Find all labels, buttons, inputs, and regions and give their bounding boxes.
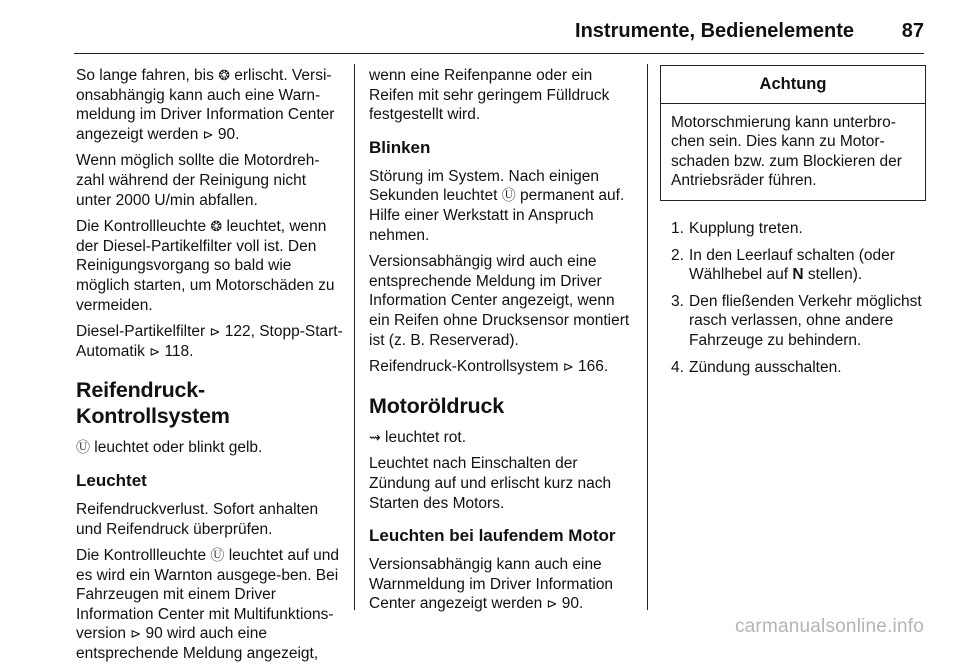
- diesel-filter-icon: ❂: [218, 67, 230, 83]
- paragraph: ⇝ leuchtet rot.: [369, 428, 467, 446]
- column-divider-1: [354, 64, 355, 610]
- warning-title: Achtung: [661, 66, 925, 104]
- steps-list: [660, 219, 926, 377]
- page-reference-icon: ⊳: [209, 324, 221, 340]
- paragraph: Wenn möglich sollte die Motordreh-zahl während der Reinigung nicht unter 2000 U/min abfallen.: [76, 152, 320, 209]
- page-reference-icon: ⊳: [562, 359, 574, 375]
- paragraph: Reifendruckverlust. Sofort anhalten und Reifendruck überprüfen.: [76, 500, 319, 538]
- page-reference-icon: ⊳: [149, 343, 161, 359]
- paragraph: Die Kontrollleuchte Ⓤ leuchtet auf und es wird ein Warnton ausgege-ben. Bei Fahrzeugen mit einem Driver Information Center mit Multifunktions-version ⊳ 90 wird auch eine entsprechende Meldung angezeigt,: [76, 547, 340, 663]
- column-3: [660, 66, 926, 384]
- section-heading: Reifendruck-Kontrollsystem: [76, 378, 230, 429]
- paragraph: Ⓤ leuchtet oder blinkt gelb.: [76, 439, 263, 457]
- subheading: Leuchten bei laufendem Motor: [369, 526, 616, 546]
- list-item: 3. Den fließenden Verkehr möglichst rasch verlassen, ohne andere Fahrzeuge zu behindern.: [671, 292, 922, 349]
- page-header: [74, 20, 924, 58]
- header-rule: [74, 53, 924, 54]
- paragraph: Leuchtet nach Einschalten der Zündung auf und erlischt kurz nach Starten des Motors.: [369, 455, 612, 512]
- page-reference-icon: ⊳: [130, 626, 142, 642]
- tire-pressure-icon: Ⓤ: [210, 547, 225, 564]
- paragraph: So lange fahren, bis ❂ erlischt. Versi-onsabhängig kann auch eine Warn-meldung im Driver Information Center angezeigt werden ⊳ 90.: [76, 67, 335, 143]
- column-divider-2: [647, 64, 648, 610]
- column-1: [76, 66, 344, 671]
- oil-pressure-icon: ⇝: [369, 428, 381, 445]
- page-reference-icon: ⊳: [202, 126, 214, 142]
- tire-pressure-icon: Ⓤ: [76, 439, 90, 456]
- subheading: Leuchtet: [76, 470, 147, 490]
- column-2: [369, 66, 637, 621]
- paragraph: Diesel-Partikelfilter ⊳ 122, Stopp-Start-Automatik ⊳ 118.: [76, 323, 343, 360]
- tire-pressure-icon: Ⓤ: [501, 187, 516, 204]
- paragraph: Störung im System. Nach einigen Sekunden leuchtet Ⓤ permanent auf. Hilfe einer Werkstatt in Anspruch nehmen.: [369, 167, 625, 244]
- subheading: Blinken: [369, 137, 431, 157]
- paragraph: Versionsabhängig kann auch eine Warnmeldung im Driver Information Center angezeigt werden ⊳ 90.: [369, 556, 614, 613]
- header-title: Instrumente, Bedienelemente: [575, 20, 854, 42]
- watermark: carmanualsonline.info: [734, 616, 924, 637]
- list-item: 1. Kupplung treten.: [671, 219, 803, 237]
- section-heading: Motoröldruck: [369, 393, 504, 418]
- warning-box: [660, 65, 926, 201]
- list-item: 2. In den Leerlauf schalten (oder Wählhebel auf N stellen).: [671, 246, 895, 284]
- paragraph: wenn eine Reifenpanne oder ein Reifen mit sehr geringem Fülldruck festgestellt wird.: [369, 67, 610, 124]
- warning-text: Motorschmierung kann unterbro-chen sein. Dies kann zu Motor-schaden bzw. zum Blockieren der Antriebsräder führen.: [671, 113, 902, 190]
- list-item: 4. Zündung ausschalten.: [671, 358, 842, 376]
- page-reference-icon: ⊳: [546, 596, 558, 612]
- page-number: 87: [901, 20, 924, 42]
- diesel-filter-icon: ❂: [210, 218, 223, 235]
- paragraph: Reifendruck-Kontrollsystem ⊳ 166.: [369, 358, 609, 376]
- paragraph: Die Kontrollleuchte ❂ leuchtet, wenn der Diesel-Partikelfilter voll ist. Den Reinigungsvorgang so bald wie möglich starten, um Motorschäden zu vermeiden.: [76, 218, 335, 314]
- paragraph: Versionsabhängig wird auch eine entsprechende Meldung im Driver Information Center angezeigt, wenn ein Reifen ohne Drucksensor montiert ist (z. B. Reserverad).: [369, 253, 630, 349]
